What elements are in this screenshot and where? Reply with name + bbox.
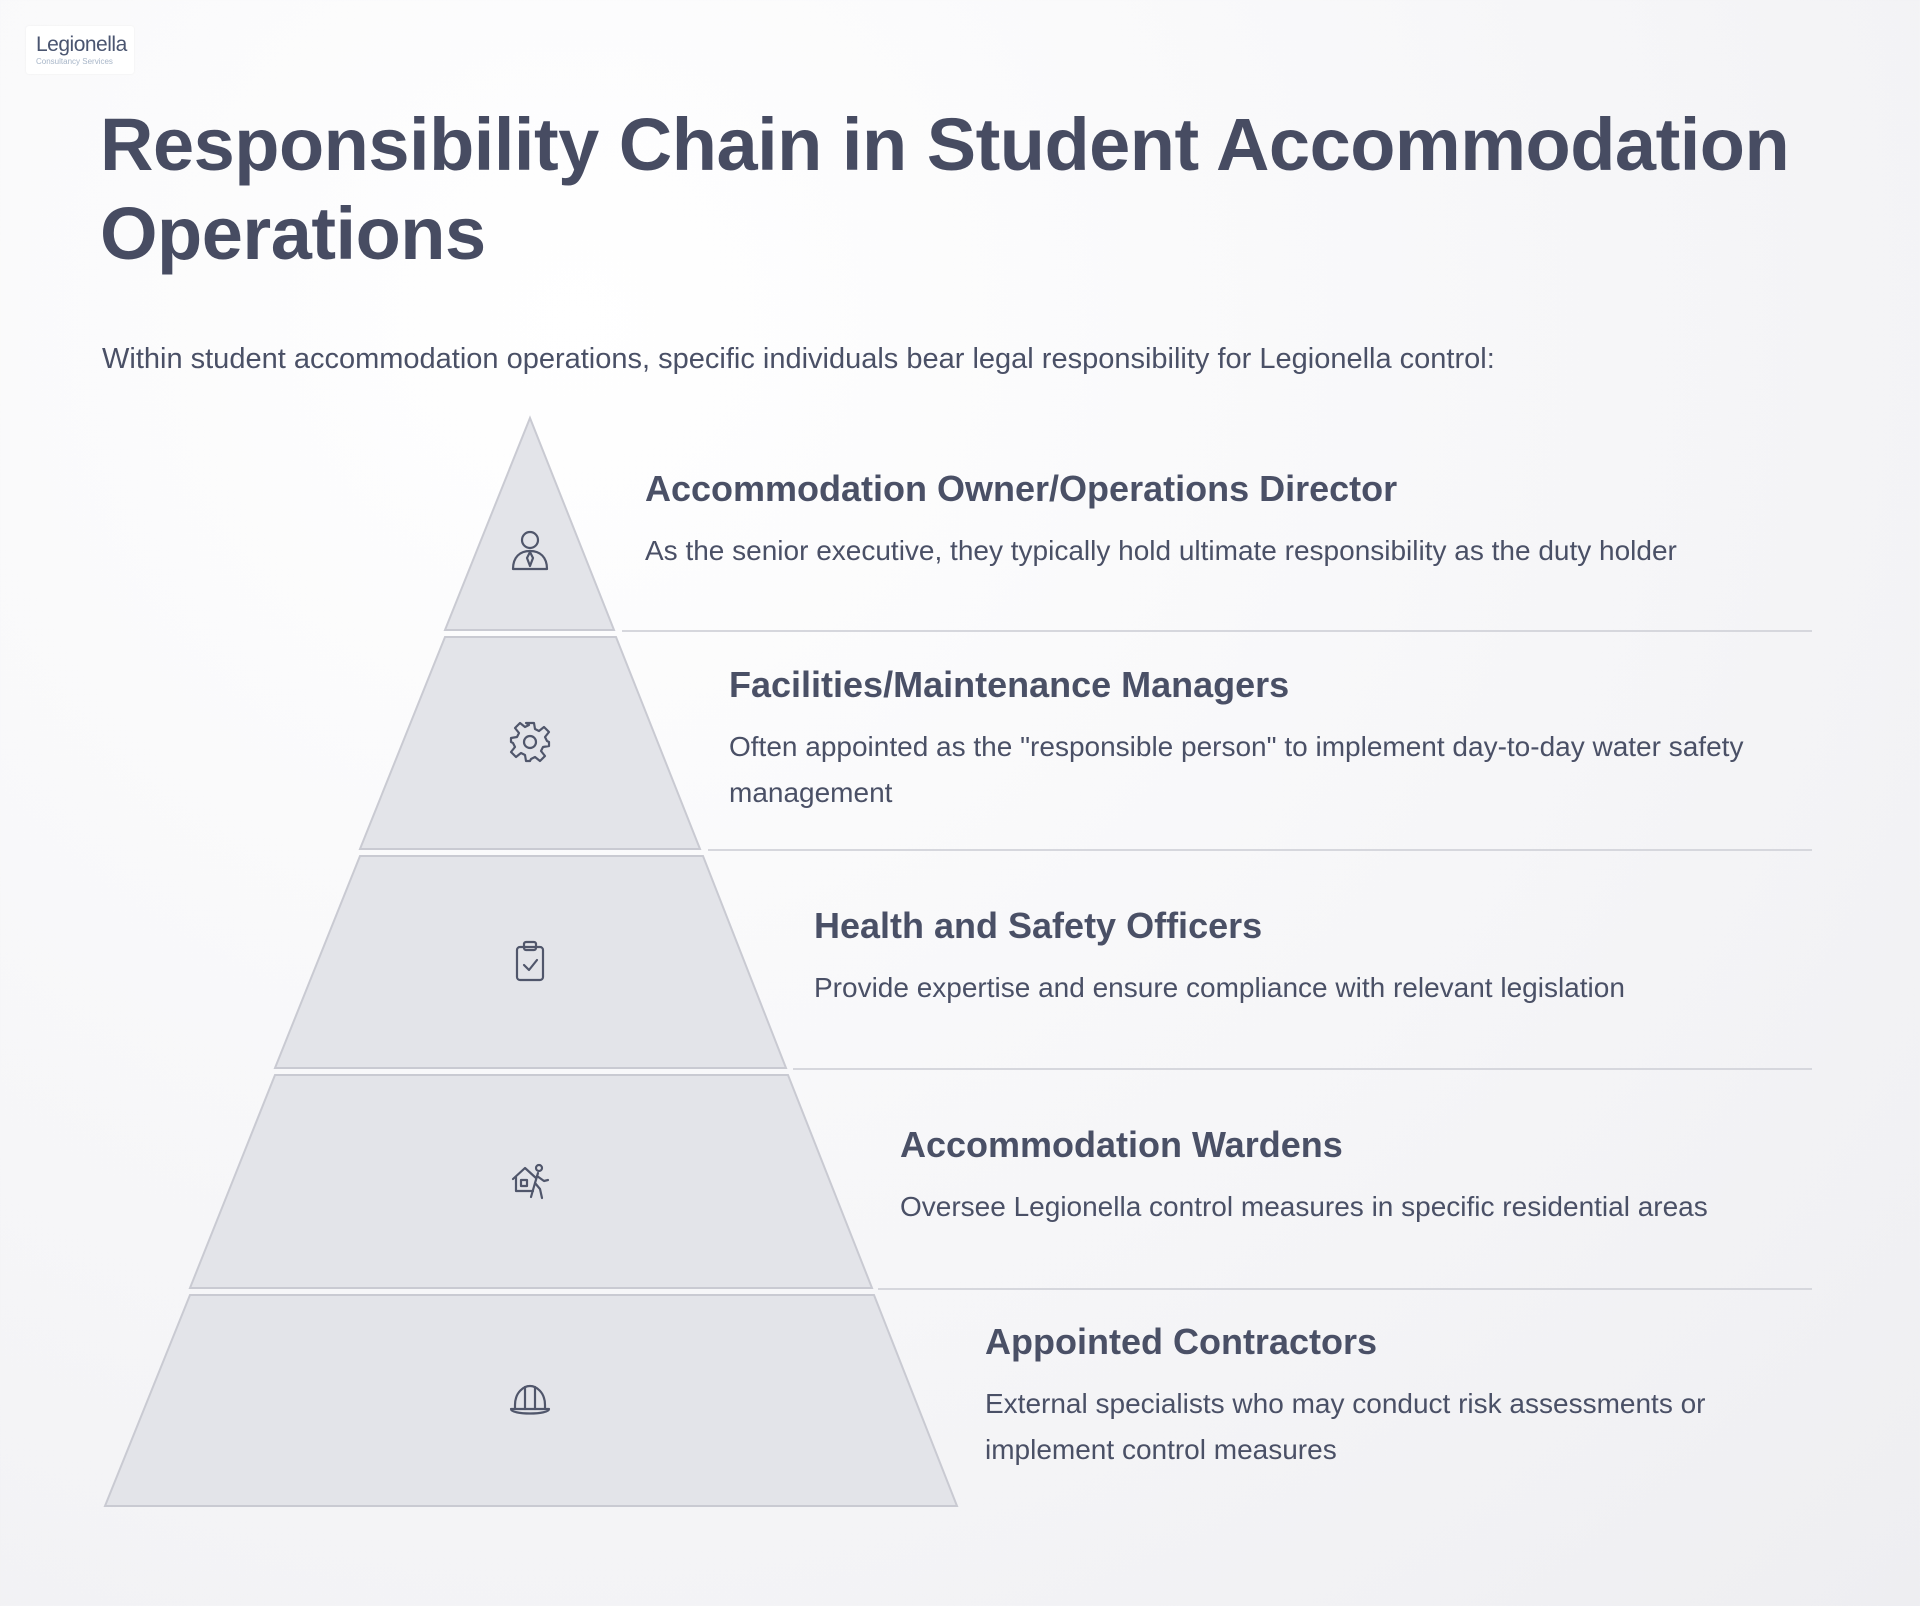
tier-1-text <box>645 468 1685 574</box>
tier-description: Often appointed as the "responsible person" to implement day-to-day water safety management <box>729 731 1744 808</box>
logo-name: Legionella <box>36 33 127 56</box>
tier-2-text <box>729 664 1769 816</box>
divider-3 <box>793 1068 1812 1070</box>
tier-title: Accommodation Wardens <box>900 1124 1343 1165</box>
pyramid-tier-4 <box>190 1075 872 1288</box>
tier-description: Provide expertise and ensure compliance with relevant legislation <box>814 972 1625 1003</box>
divider-1 <box>622 630 1812 632</box>
tier-3-text <box>814 905 1854 1011</box>
tier-title: Health and Safety Officers <box>814 905 1263 946</box>
tier-5-text <box>985 1321 1805 1473</box>
tier-description: Oversee Legionella control measures in specific residential areas <box>900 1191 1708 1222</box>
pyramid-tier-1 <box>445 418 614 630</box>
divider-2 <box>708 849 1812 851</box>
tier-title: Appointed Contractors <box>985 1321 1377 1362</box>
tier-title: Facilities/Maintenance Managers <box>729 664 1290 705</box>
logo-tagline: Consultancy Services <box>36 57 113 66</box>
divider-4 <box>878 1288 1812 1290</box>
tier-title: Accommodation Owner/Operations Director <box>645 468 1398 509</box>
tier-description: As the senior executive, they typically hold ultimate responsibility as the duty holder <box>645 535 1677 566</box>
pyramid-tier-2 <box>360 637 700 849</box>
intro-text: Within student accommodation operations, specific individuals bear legal responsibility for Legionella control: <box>102 343 1495 375</box>
pyramid-tier-3 <box>275 856 786 1068</box>
tier-4-text <box>900 1124 1920 1230</box>
page-title: Responsibility Chain in Student Accommodation Operations <box>100 103 1790 275</box>
tier-description: External specialists who may conduct risk assessments or implement control measures <box>985 1388 1706 1465</box>
pyramid-tier-5 <box>105 1295 957 1506</box>
